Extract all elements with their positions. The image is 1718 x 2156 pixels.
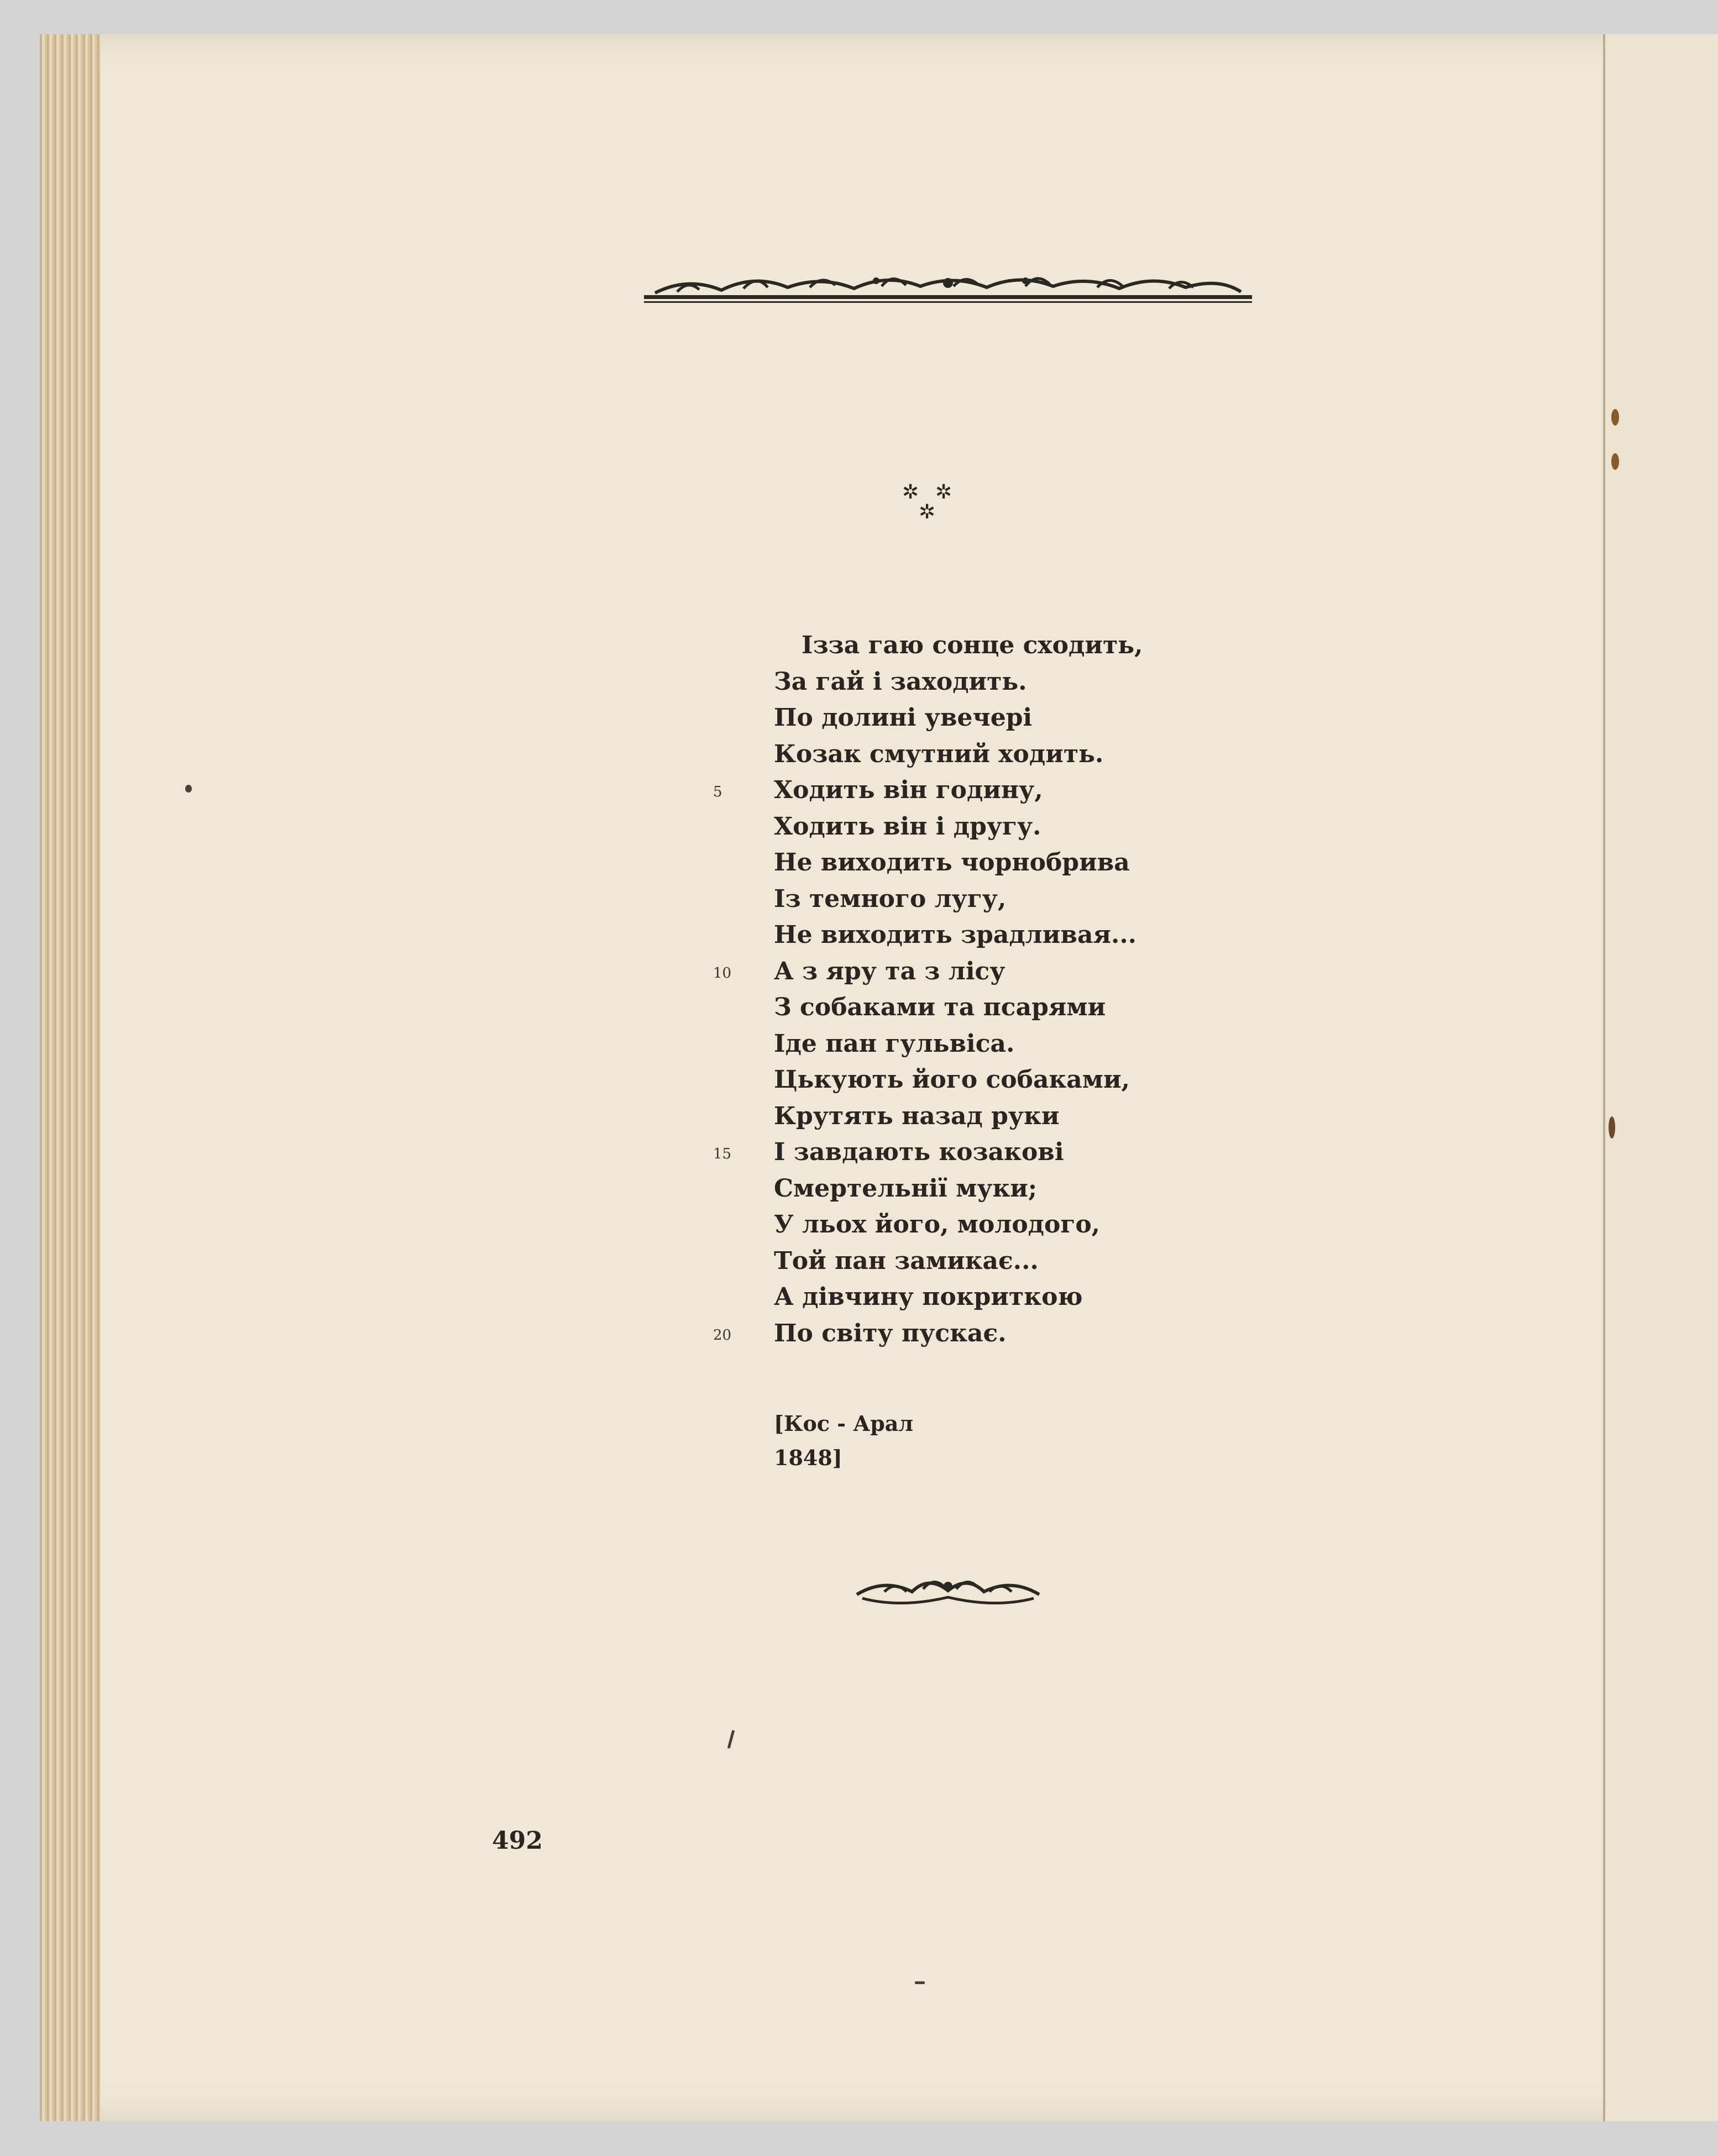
poem-line	[713, 1315, 1161, 1352]
poem-line-text: А з яру та з лісу	[774, 957, 1005, 985]
poem-line	[774, 1206, 1161, 1243]
poem-line	[774, 809, 1161, 845]
paper-speck	[1611, 409, 1619, 426]
poem-line-text: Крутять назад руки	[774, 1101, 1060, 1130]
poem-line-text: Не виходить чорнобрива	[774, 848, 1130, 877]
poem-line	[774, 1171, 1161, 1207]
poem-line	[774, 917, 1161, 953]
poem-line	[774, 1243, 1161, 1279]
poem-line-text: Козак смутний ходить.	[774, 739, 1104, 768]
poem-line	[774, 664, 1161, 700]
poem-line-text: Ізза гаю сонце сходить,	[802, 631, 1143, 659]
poem-line	[774, 1098, 1161, 1135]
line-number: 20	[713, 1326, 732, 1344]
dateline-place: [Кос - Арал	[774, 1411, 914, 1436]
bottom-ornament-icon	[851, 1570, 1045, 1614]
poem-body	[713, 627, 1161, 1351]
poem-line-text: По долині увечері	[774, 704, 1033, 732]
paper-speck	[1611, 453, 1619, 470]
poem-line-text: У льох його, молодого,	[774, 1210, 1100, 1239]
paper-speck	[1609, 1116, 1615, 1139]
paper-speck	[185, 785, 192, 793]
poem-line	[774, 1062, 1161, 1098]
poem-line	[713, 953, 1161, 990]
poem-line	[774, 881, 1161, 917]
poem-line-text: Той пан замикає...	[774, 1246, 1039, 1275]
poem-line	[774, 627, 1161, 664]
poem-line	[774, 844, 1161, 881]
poem-line-text: А дівчину покриткою	[774, 1283, 1083, 1311]
line-number: 10	[713, 964, 732, 982]
poem-line-text: Цькують його собаками,	[774, 1066, 1130, 1094]
poem-line	[774, 736, 1161, 773]
poem-line	[774, 700, 1161, 736]
poem-line-text: Смертельнії муки;	[774, 1174, 1038, 1203]
poem-line	[774, 989, 1161, 1026]
poem-line	[713, 772, 1161, 809]
poem-line-text: Ходить він і другу.	[774, 812, 1041, 841]
poem-line-text: І завдають козакові	[774, 1138, 1064, 1166]
poem-line-text: Із темного лугу,	[774, 884, 1007, 913]
poem-line	[713, 1134, 1161, 1171]
poem-line-text: Ходить він годину,	[774, 776, 1043, 804]
paper-speck	[915, 1981, 925, 1984]
poem-dateline	[774, 1407, 913, 1475]
poem-line	[774, 1026, 1161, 1062]
page-number: 492	[492, 1827, 543, 1855]
line-number: 5	[713, 784, 722, 800]
facing-page-edge	[1603, 34, 1718, 2121]
poem-line-text: За гай і заходить.	[774, 667, 1027, 696]
poem-line-text: По світу пускає.	[774, 1319, 1007, 1347]
section-asterism: ✲ ✲ ✲	[902, 481, 952, 523]
poem-line	[774, 1279, 1161, 1315]
dateline-year: 1848]	[774, 1445, 842, 1470]
top-ornament-icon	[644, 271, 1252, 310]
poem-line-text: Не виходить зрадливая...	[774, 921, 1136, 949]
line-number: 15	[713, 1146, 732, 1162]
poem-line-text: З собаками та псарями	[774, 993, 1106, 1021]
page-edge-stack	[40, 34, 101, 2121]
poem-line-text: Іде пан гульвіса.	[774, 1029, 1015, 1058]
